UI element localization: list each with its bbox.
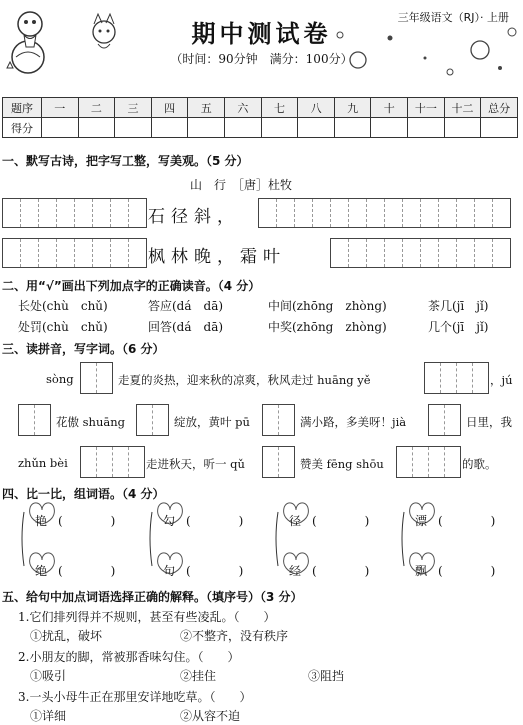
word-blank[interactable]: ( )	[438, 514, 496, 528]
score-cell[interactable]	[371, 118, 408, 138]
option-1-1[interactable]: ①扰乱，破坏	[30, 629, 103, 643]
word-blank[interactable]: ( )	[312, 514, 370, 528]
pinyin-choice[interactable]: 回答(dá dā)	[148, 320, 224, 334]
column-label: 六	[225, 98, 262, 118]
option-2-2[interactable]: ②挂住	[180, 669, 217, 683]
answer-box[interactable]	[80, 446, 145, 478]
column-label: 三	[115, 98, 152, 118]
compare-char: 径	[289, 514, 302, 528]
answer-box[interactable]	[428, 404, 461, 436]
passage-text: 的歌。	[462, 457, 497, 471]
score-cell[interactable]	[298, 118, 335, 138]
score-cell[interactable]	[261, 118, 298, 138]
row-label: 得分	[3, 118, 42, 138]
passage-text: 赞美 fēng shōu	[300, 457, 384, 471]
poem-title: 山 行 ［唐］杜牧	[190, 178, 293, 192]
question-2: 2.小朋友的脚，常被那香味勾住。（ ）	[18, 650, 240, 664]
section-2-heading: 二、用“√”画出下列加点字的正确读音。（4 分）	[2, 279, 261, 293]
option-1-2[interactable]: ②不整齐，没有秩序	[180, 629, 289, 643]
score-cell[interactable]	[151, 118, 188, 138]
word-blank[interactable]: ( )	[58, 514, 116, 528]
column-label: 一	[42, 98, 79, 118]
score-cell[interactable]	[188, 118, 225, 138]
compare-char: 艳	[35, 514, 48, 528]
question-3: 3.一头小母牛正在那里安详地吃草。（ ）	[18, 690, 252, 704]
passage-text: 满小路，多美呀！jià	[300, 415, 407, 429]
compare-char: 勾	[163, 514, 176, 528]
column-label: 五	[188, 98, 225, 118]
pinyin-choice[interactable]: 几个(jī jǐ)	[428, 320, 489, 334]
word-blank[interactable]: ( )	[58, 564, 116, 578]
column-label: 十二	[444, 98, 481, 118]
writing-grid[interactable]	[330, 238, 511, 268]
option-2-3[interactable]: ③阻挡	[308, 669, 345, 683]
passage-text: ，jú	[490, 373, 513, 387]
passage-text: 走进秋天，听一 qǔ	[146, 457, 245, 471]
score-table	[2, 97, 518, 138]
column-label: 四	[151, 98, 188, 118]
pinyin-choice[interactable]: 中奖(zhōng zhòng)	[268, 320, 387, 334]
column-label: 八	[298, 98, 335, 118]
compare-char: 绝	[35, 564, 48, 578]
poem-line-1: 石径斜，	[148, 207, 240, 227]
pinyin-text: sòng	[46, 372, 74, 386]
word-blank[interactable]: ( )	[186, 564, 244, 578]
answer-box[interactable]	[396, 446, 461, 478]
passage-text: 走夏的炎热，迎来秋的凉爽，秋风走过 huāng yě	[118, 373, 371, 387]
word-blank[interactable]: ( )	[186, 514, 244, 528]
passage-text: zhǔn bèi	[18, 456, 68, 470]
answer-box[interactable]	[262, 404, 295, 436]
score-cell[interactable]	[42, 118, 79, 138]
section-5-heading: 五、给句中加点词语选择正确的解释。（填序号）（3 分）	[2, 590, 303, 604]
option-3-2[interactable]: ②从容不迫	[180, 709, 241, 723]
passage-text: 花傲 shuāng	[56, 415, 125, 429]
answer-box[interactable]	[424, 362, 489, 394]
poem-line-2: 枫林晚，霜叶	[148, 247, 286, 267]
compare-char: 漂	[415, 514, 428, 528]
grade-label: 三年级语文（RJ）· 上册	[397, 11, 509, 24]
pinyin-choice[interactable]: 处罚(chù chǔ)	[18, 320, 108, 334]
score-cell[interactable]	[444, 118, 481, 138]
pinyin-choice[interactable]: 茶几(jī jǐ)	[428, 299, 489, 313]
column-label: 七	[261, 98, 298, 118]
section-3-heading: 三、读拼音，写字词。（6 分）	[2, 342, 165, 356]
writing-grid[interactable]	[2, 238, 147, 268]
section-4-heading: 四、比一比，组词语。（4 分）	[2, 487, 165, 501]
section-1-heading: 一、默写古诗，把字写工整，写美观。（5 分）	[2, 154, 249, 168]
column-label: 十	[371, 98, 408, 118]
pinyin-choice[interactable]: 长处(chù chǔ)	[18, 299, 108, 313]
score-cell[interactable]	[481, 118, 518, 138]
option-2-1[interactable]: ①吸引	[30, 669, 67, 683]
passage-text: 日里，我	[466, 415, 512, 429]
score-cell[interactable]	[115, 118, 152, 138]
compare-char: 句	[163, 564, 176, 578]
word-blank[interactable]: ( )	[438, 564, 496, 578]
passage-text: 绽放，黄叶 pū	[174, 415, 250, 429]
pinyin-choice[interactable]: 答应(dá dā)	[148, 299, 224, 313]
answer-box[interactable]	[80, 362, 113, 394]
score-cell[interactable]	[408, 118, 445, 138]
pinyin-choice[interactable]: 中间(zhōng zhòng)	[268, 299, 387, 313]
score-table-score-row	[3, 118, 518, 138]
column-label: 九	[334, 98, 371, 118]
word-blank[interactable]: ( )	[312, 564, 370, 578]
option-3-1[interactable]: ①详细	[30, 709, 67, 723]
row-label: 题序	[3, 98, 42, 118]
question-1: 1.它们排列得并不规则，甚至有些凌乱。（ ）	[18, 610, 276, 624]
writing-grid[interactable]	[2, 198, 147, 228]
compare-char: 经	[289, 564, 302, 578]
compare-char: 飘	[415, 564, 428, 578]
score-cell[interactable]	[225, 118, 262, 138]
column-label: 十一	[408, 98, 445, 118]
score-table-header-row	[3, 98, 518, 118]
column-label: 总分	[481, 98, 518, 118]
exam-time-score: （时间：90分钟 满分：100分）	[170, 52, 353, 66]
page-title: 期中测试卷	[191, 20, 332, 48]
answer-box[interactable]	[136, 404, 169, 436]
score-cell[interactable]	[78, 118, 115, 138]
answer-box[interactable]	[18, 404, 51, 436]
writing-grid[interactable]	[258, 198, 511, 228]
column-label: 二	[78, 98, 115, 118]
score-cell[interactable]	[334, 118, 371, 138]
answer-box[interactable]	[262, 446, 295, 478]
